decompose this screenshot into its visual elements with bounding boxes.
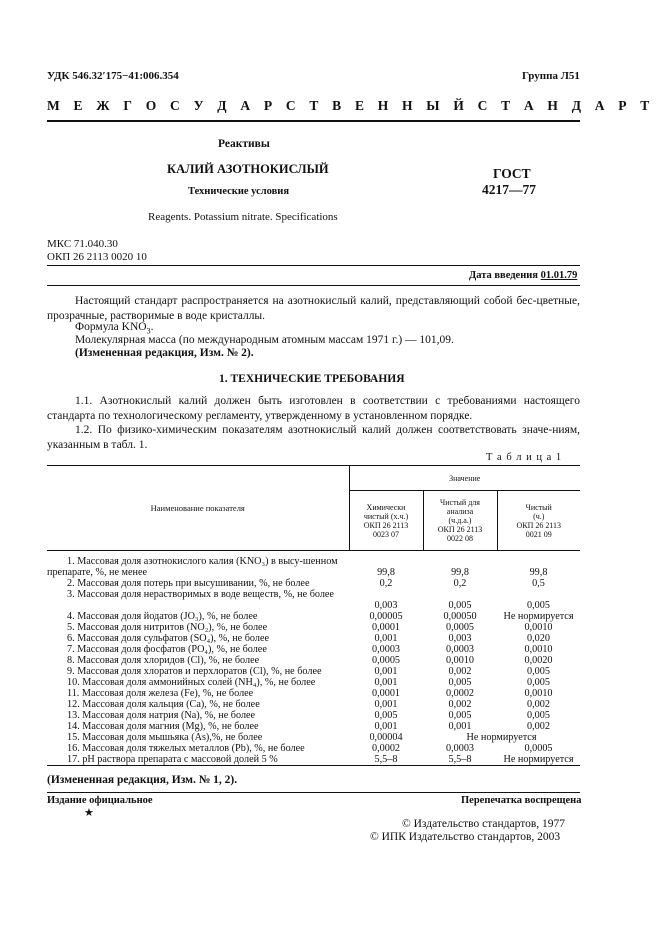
value-cell: 0,003 [448,632,472,644]
value-cell: 0,001 [374,632,398,644]
okp-code: ОКП 26 2113 0020 10 [47,251,147,263]
value-cell: 0,0005 [445,621,474,633]
table-row [47,743,580,754]
grade-line: (ч.) [533,511,545,521]
table-caption: Т а б л и ц а 1 [486,452,563,463]
value-cell: 0,002 [448,665,472,677]
formula-label: Формула KNO [75,321,147,333]
document-subtitle: Технические условия [188,186,290,197]
value-cell: 0,0003 [445,643,474,655]
indicator-name: 4. Массовая доля йодатов (JO₃), %, не более [67,610,258,622]
value-cell: 99,8 [451,566,469,578]
indicator-name: 10. Массовая доля аммонийных солей (NH₄), %, не более [67,676,316,688]
value-cell: 0,2 [453,577,467,589]
indicator-name: 11. Массовая доля железа (Fe), %, не более [67,687,254,699]
intro-revision: (Измененная редакция, Изм. № 2). [75,347,254,359]
indicator-name: 9. Массовая доля хлоратов и перхлоратов (Cl), %, не более [67,665,322,677]
formula-sub: 3 [146,326,151,336]
table-row [47,589,580,611]
value-cell: Не нормируется [466,731,537,743]
value-cell: 0,005 [527,709,550,721]
grade-line: Чистый [525,502,552,512]
spec-table [47,465,580,766]
value-cell: 99,8 [377,566,395,578]
grade-line: ОКП 26 2113 [516,520,562,530]
value-cell: 0,005 [448,709,472,721]
group-code: Группа Л51 [522,70,580,82]
udk-code: УДК 546.32′175−41:006.354 [47,70,179,82]
value-cell: 0,002 [527,720,550,732]
category-label: Реактивы [218,138,270,150]
table-row [47,688,580,699]
indicator-name: 1. Массовая доля азотнокислого калия (KNO₃) в высу-шенном препарате, %, не менее [47,555,338,578]
indicator-name: 15. Массовая доля мышьяка (As),%, не более [67,731,263,743]
table-row [47,732,580,743]
table-row [47,710,580,721]
value-cell: Не нормируется [503,610,574,622]
grade-line: (ч.д.а.) [448,516,472,525]
table-row [47,666,580,677]
intro-date [469,270,577,281]
copyright-1977: © Издательство стандартов, 1977 [402,818,566,830]
grade-header-analysis-pure [423,491,497,551]
table-row [47,611,580,622]
indicator-name: 17. pH раствора препарата с массовой долей 5 % [67,753,278,765]
column-header-value: Значение [349,466,580,491]
value-cell: 0,00004 [369,731,403,743]
indicator-name: 12. Массовая доля кальция (Ca), %, не более [67,698,260,710]
table-row [47,721,580,732]
value-cell: 0,0005 [371,654,400,666]
value-cell: 0,0001 [371,621,400,633]
table-row [47,644,580,655]
grade-line: 0022 08 [447,534,473,543]
indicator-name: 6. Массовая доля сульфатов (SO₄), %, не более [67,632,270,644]
indicator-name: 16. Массовая доля тяжелых металлов (Pb), %, не более [67,742,305,754]
indicator-name: 13. Массовая доля натрия (Na), %, не более [67,709,256,721]
value-cell: 0,001 [374,720,398,732]
value-cell: 0,005 [527,676,550,688]
value-cell: Не нормируется [503,753,574,765]
value-cell: 0,00050 [443,610,477,622]
value-cell: 0,0001 [371,687,400,699]
table-row [47,677,580,688]
grade-line: 0021 09 [525,529,552,539]
table-row [47,699,580,710]
grade-line: Чистый для [440,498,480,507]
grade-line: Химически [366,502,406,512]
table-row [47,622,580,633]
value-cell: 0,2 [379,577,393,589]
grade-line: чистый (х.ч.) [363,511,409,521]
paragraph-1-2: 1.2. По физико-химическим показателям азотнокислый калий должен соответствовать значе-ниям, указанным в табл. 1. [47,424,580,451]
value-cell: 5,5–8 [374,753,398,765]
value-cell: 99,8 [529,566,548,578]
value-cell: 0,005 [527,599,550,611]
value-cell: 0,001 [374,698,398,710]
value-cell: 0,0010 [524,687,553,699]
value-cell: 0,005 [527,665,550,677]
value-cell: 0,0003 [445,742,474,754]
grade-line: анализа [446,507,474,516]
copyright-2003: © ИПК Издательство стандартов, 2003 [370,831,561,843]
value-cell: 0,002 [448,698,472,710]
title-rule [47,265,580,266]
value-cell: 0,0003 [371,643,400,655]
grade-line: 0023 07 [373,529,399,539]
table-row [47,754,580,766]
indicator-name: 7. Массовая доля фосфатов (PO₄), %, не более [67,643,267,655]
mks-code: МКС 71.040.30 [47,238,118,250]
star-icon: ★ [84,807,94,819]
value-cell: 0,002 [527,698,550,710]
table-revision: (Измененная редакция, Изм. № 1, 2). [47,774,238,786]
indicator-name: 2. Массовая доля потерь при высушивании, %, не более [67,577,310,589]
grade-header-chem-pure [349,491,423,551]
value-cell: 0,0020 [524,654,553,666]
reprint-notice: Перепечатка воспрещена [461,795,582,806]
value-cell: 0,001 [374,665,398,677]
value-cell: 0,0010 [445,654,474,666]
value-cell: 0,0002 [371,742,400,754]
value-cell: 0,003 [374,599,398,611]
indicator-name: 5. Массовая доля нитритов (NO₂), %, не более [67,621,268,633]
indicator-name: 3. Массовая доля нерастворимых в воде веществ, %, не более [67,588,334,600]
value-cell: 0,005 [448,676,472,688]
date-rule [47,285,580,286]
intro-date-value: 01.01.79 [540,270,578,281]
column-header-name: Наименование показателя [47,466,349,551]
footer-rule [47,792,580,793]
value-cell: 0,0005 [524,742,553,754]
value-cell: 5,5–8 [448,753,472,765]
indicator-name: 8. Массовая доля хлоридов (Cl), %, не более [67,654,260,666]
value-cell: 0,001 [374,676,398,688]
value-cell: 0,001 [448,720,472,732]
english-title: Reagents. Potassium nitrate. Specifications [148,211,338,223]
banner-rule [47,120,580,122]
document-title: КАЛИЙ АЗОТНОКИСЛЫЙ [167,162,329,176]
value-cell: 0,0002 [445,687,474,699]
indicator-name: 14. Массовая доля магния (Mg), %, не более [67,720,259,732]
value-cell: 0,005 [374,709,398,721]
table-row [47,556,580,578]
molecular-mass: Молекулярная масса (по международным атомным массам 1971 г.) — 101,09. [75,334,454,346]
table-row [47,655,580,666]
grade-header-pure [497,491,580,551]
intro-date-label: Дата введения [469,270,538,281]
gost-label: ГОСТ [493,166,531,181]
section-heading: 1. ТЕХНИЧЕСКИЕ ТРЕБОВАНИЯ [219,373,405,385]
formula-end: . [150,321,154,333]
value-cell: 0,005 [448,599,472,611]
table-row [47,633,580,644]
grade-line: ОКП 26 2113 [437,525,483,534]
value-cell: 0,0010 [524,621,553,633]
grade-line: ОКП 26 2113 [363,520,409,530]
value-cell: 0,00005 [369,610,403,622]
value-cell: 0,0010 [524,643,553,655]
value-cell: 0,5 [532,577,545,589]
paragraph-1-1: 1.1. Азотнокислый калий должен быть изготовлен в соответствии с требованиями настоящего стандарта по технологическому регламенту, утвержденному в установленном порядке. [47,395,580,422]
gost-number: 4217—77 [482,182,536,197]
standard-banner: М Е Ж Г О С У Д А Р С Т В Е Н Н Ы Й С Т А Н Д А Р Т [47,98,655,113]
value-cell: 0,020 [527,632,550,644]
official-edition: Издание официальное [47,795,153,806]
intro-paragraph: Настоящий стандарт распространяется на азотнокислый калий, представляющий собой бес-цветные, прозрачные, растворимые в воде кристаллы. [47,295,580,322]
table-row [47,578,580,589]
